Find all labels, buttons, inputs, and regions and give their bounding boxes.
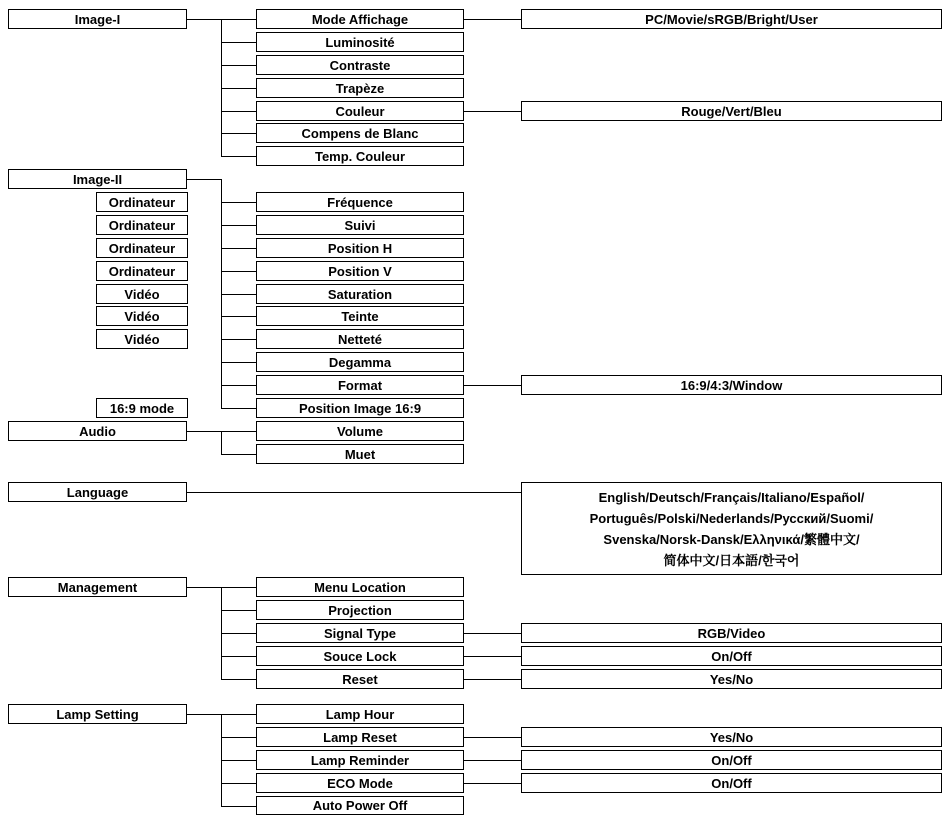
connector — [221, 111, 256, 112]
source-tag-ordinateur: Ordinateur — [96, 192, 188, 212]
language-options-line: English/Deutsch/Français/Italiano/Español/ — [598, 489, 865, 505]
couleur-options: Rouge/Vert/Bleu — [521, 101, 942, 121]
connector — [187, 19, 221, 20]
connector — [221, 408, 256, 409]
connector — [221, 610, 256, 611]
connector — [464, 783, 521, 784]
menu-item-contraste: Contraste — [256, 55, 464, 75]
source-tag-ordinateur: Ordinateur — [96, 238, 188, 258]
connector — [221, 806, 256, 807]
connector — [464, 656, 521, 657]
management-menu: Management — [8, 577, 187, 597]
language-options-line: Português/Polski/Nederlands/Русский/Suomi/ — [589, 510, 874, 526]
connector — [221, 385, 256, 386]
connector — [464, 737, 521, 738]
connector — [221, 454, 256, 455]
menu-item-degamma: Degamma — [256, 352, 464, 372]
connector — [464, 385, 521, 386]
connector — [464, 19, 521, 20]
menu-item-compens-de-blanc: Compens de Blanc — [256, 123, 464, 143]
signal-type-options: RGB/Video — [521, 623, 942, 643]
menu-item-position-h: Position H — [256, 238, 464, 258]
menu-item-lamp-reminder: Lamp Reminder — [256, 750, 464, 770]
source-tag-video: Vidéo — [96, 306, 188, 326]
source-lock-options: On/Off — [521, 646, 942, 666]
connector — [187, 179, 221, 180]
menu-item-source-lock: Souce Lock — [256, 646, 464, 666]
menu-item-saturation: Saturation — [256, 284, 464, 304]
connector — [221, 248, 256, 249]
connector — [464, 679, 521, 680]
menu-item-temp-couleur: Temp. Couleur — [256, 146, 464, 166]
connector — [221, 656, 256, 657]
menu-item-volume: Volume — [256, 421, 464, 441]
connector — [221, 133, 256, 134]
connector — [221, 156, 256, 157]
connector — [221, 42, 256, 43]
menu-item-nettete: Netteté — [256, 329, 464, 349]
connector — [221, 714, 256, 715]
menu-item-muet: Muet — [256, 444, 464, 464]
eco-mode-options: On/Off — [521, 773, 942, 793]
format-options: 16:9/4:3/Window — [521, 375, 942, 395]
lamp-reset-options: Yes/No — [521, 727, 942, 747]
language-options-line: 简体中文/日本語/한국어 — [663, 552, 800, 568]
menu-item-mode-affichage: Mode Affichage — [256, 9, 464, 29]
connector — [221, 783, 256, 784]
connector — [464, 111, 521, 112]
connector — [187, 492, 521, 493]
connector — [187, 431, 221, 432]
language-options-line: Svenska/Norsk-Dansk/Ελληνικά/繁體中文/ — [603, 531, 860, 547]
connector — [221, 760, 256, 761]
connector — [221, 737, 256, 738]
lamp-setting-menu: Lamp Setting — [8, 704, 187, 724]
connector — [221, 679, 256, 680]
source-tag-video: Vidéo — [96, 329, 188, 349]
menu-item-position-image-16-9: Position Image 16:9 — [256, 398, 464, 418]
menu-item-eco-mode: ECO Mode — [256, 773, 464, 793]
connector — [221, 633, 256, 634]
source-tag-video: Vidéo — [96, 284, 188, 304]
menu-item-menu-location: Menu Location — [256, 577, 464, 597]
connector — [221, 19, 256, 20]
menu-item-signal-type: Signal Type — [256, 623, 464, 643]
menu-item-luminosite: Luminosité — [256, 32, 464, 52]
connector — [221, 294, 256, 295]
language-options — [521, 482, 942, 575]
menu-item-suivi: Suivi — [256, 215, 464, 235]
image1-menu: Image-I — [8, 9, 187, 29]
connector — [221, 316, 256, 317]
source-tag-ordinateur: Ordinateur — [96, 215, 188, 235]
audio-menu: Audio — [8, 421, 187, 441]
menu-item-projection: Projection — [256, 600, 464, 620]
menu-item-reset: Reset — [256, 669, 464, 689]
image2-menu: Image-II — [8, 169, 187, 189]
connector — [221, 225, 256, 226]
connector — [187, 587, 221, 588]
reset-options: Yes/No — [521, 669, 942, 689]
source-tag-ordinateur: Ordinateur — [96, 261, 188, 281]
connector — [221, 202, 256, 203]
connector — [464, 633, 521, 634]
menu-item-position-v: Position V — [256, 261, 464, 281]
connector — [221, 362, 256, 363]
menu-item-lamp-hour: Lamp Hour — [256, 704, 464, 724]
connector — [221, 587, 256, 588]
connector — [187, 714, 221, 715]
source-tag-16-9-mode: 16:9 mode — [96, 398, 188, 418]
connector — [221, 431, 256, 432]
connector — [221, 431, 222, 454]
language-menu: Language — [8, 482, 187, 502]
menu-item-couleur: Couleur — [256, 101, 464, 121]
connector — [221, 65, 256, 66]
menu-item-lamp-reset: Lamp Reset — [256, 727, 464, 747]
connector — [221, 88, 256, 89]
connector — [221, 339, 256, 340]
connector — [464, 760, 521, 761]
menu-item-trapeze: Trapèze — [256, 78, 464, 98]
connector — [221, 271, 256, 272]
menu-item-format: Format — [256, 375, 464, 395]
lamp-reminder-options: On/Off — [521, 750, 942, 770]
menu-item-auto-power-off: Auto Power Off — [256, 796, 464, 815]
mode-affichage-options: PC/Movie/sRGB/Bright/User — [521, 9, 942, 29]
menu-item-frequence: Fréquence — [256, 192, 464, 212]
menu-item-teinte: Teinte — [256, 306, 464, 326]
